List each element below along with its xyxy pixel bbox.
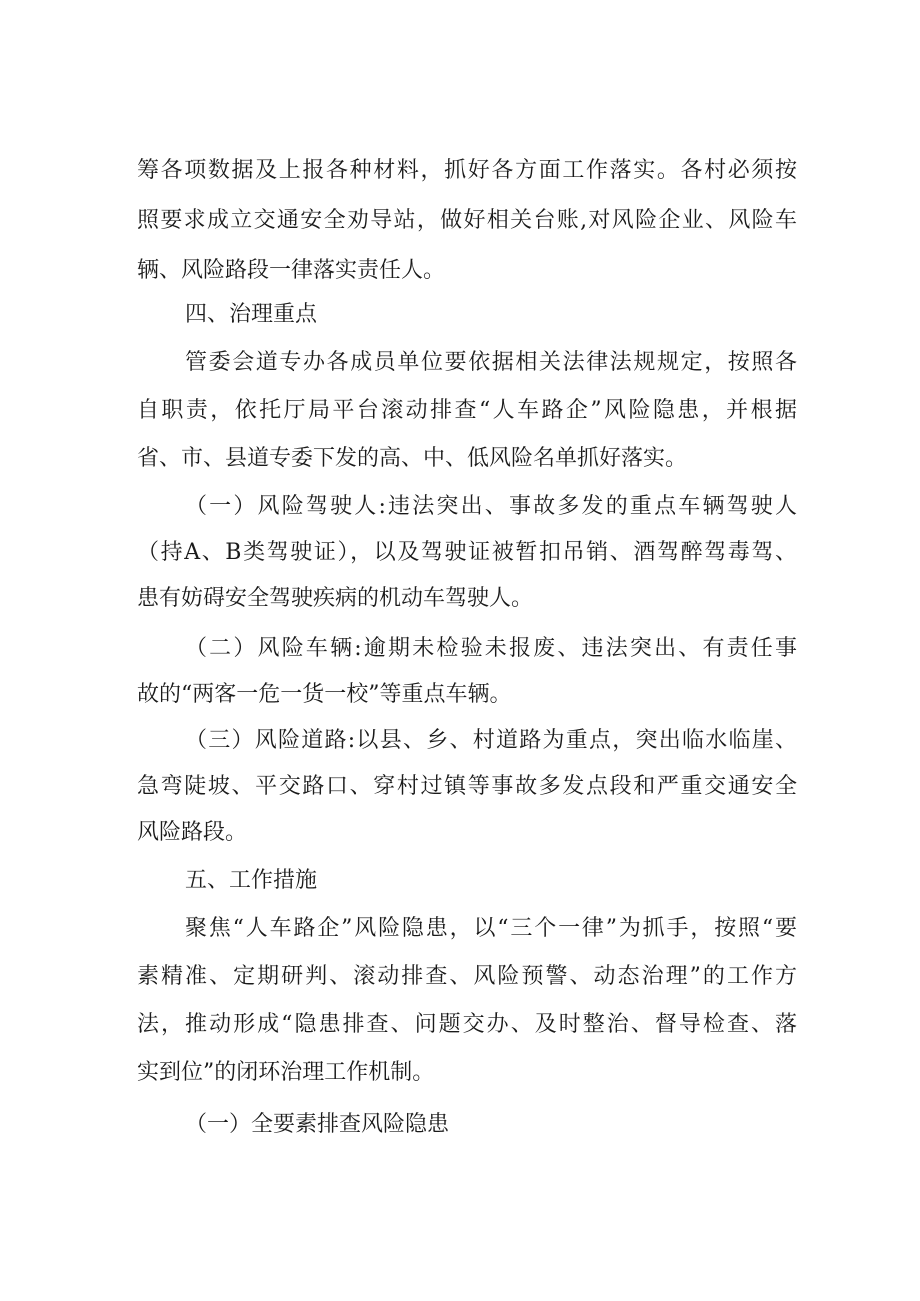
paragraph-line: （三）风险道路:以县、乡、村道路为重点，突出临水临崖、 xyxy=(185,728,797,753)
paragraph-line: 实到位”的闭环治理工作机制。 xyxy=(137,1060,435,1085)
section-heading: 五、工作措施 xyxy=(185,868,318,893)
subsection-heading: （一）全要素排查风险隐患 xyxy=(185,1112,450,1137)
paragraph-line: （二）风险车辆:逾期未检验未报废、违法突出、有责任事 xyxy=(185,636,797,661)
paragraph-line: 聚焦“人车路企”风险隐患，以“三个一律”为抓手，按照“要 xyxy=(185,916,797,941)
paragraph-line: 管委会道专办各成员单位要依据相关法律法规规定，按照各 xyxy=(185,350,797,375)
paragraph-line: （一）风险驾驶人:违法突出、事故多发的重点车辆驾驶人 xyxy=(185,494,797,519)
paragraph-line: 省、市、县道专委下发的高、中、低风险名单抓好落实。 xyxy=(137,446,688,471)
paragraph-line: 风险路段。 xyxy=(137,820,248,845)
paragraph-line: （持A、B类驾驶证），以及驾驶证被暂扣吊销、酒驾醉驾毒驾、 xyxy=(137,540,797,565)
paragraph-line: 故的“两客一危一货一校”等重点车辆。 xyxy=(137,682,512,707)
paragraph-line: 患有妨碍安全驾驶疾病的机动车驾驶人。 xyxy=(137,586,534,611)
paragraph-line: 辆、风险路段一律落实责任人。 xyxy=(137,258,446,283)
section-heading: 四、治理重点 xyxy=(185,302,318,327)
paragraph-line: 素精准、定期研判、滚动排查、风险预警、动态治理”的工作方 xyxy=(137,964,797,989)
paragraph-line: 法，推动形成“隐患排查、问题交办、及时整治、督导检查、落 xyxy=(137,1012,797,1037)
paragraph-line: 急弯陡坡、平交路口、穿村过镇等事故多发点段和严重交通安全 xyxy=(137,774,797,799)
paragraph-line: 筹各项数据及上报各种材料，抓好各方面工作落实。各村必须按 xyxy=(137,158,797,183)
paragraph-line: 自职责，依托厅局平台滚动排查“人车路企”风险隐患，并根据 xyxy=(137,398,797,423)
paragraph-line: 照要求成立交通安全劝导站，做好相关台账,对风险企业、风险车 xyxy=(137,208,797,233)
